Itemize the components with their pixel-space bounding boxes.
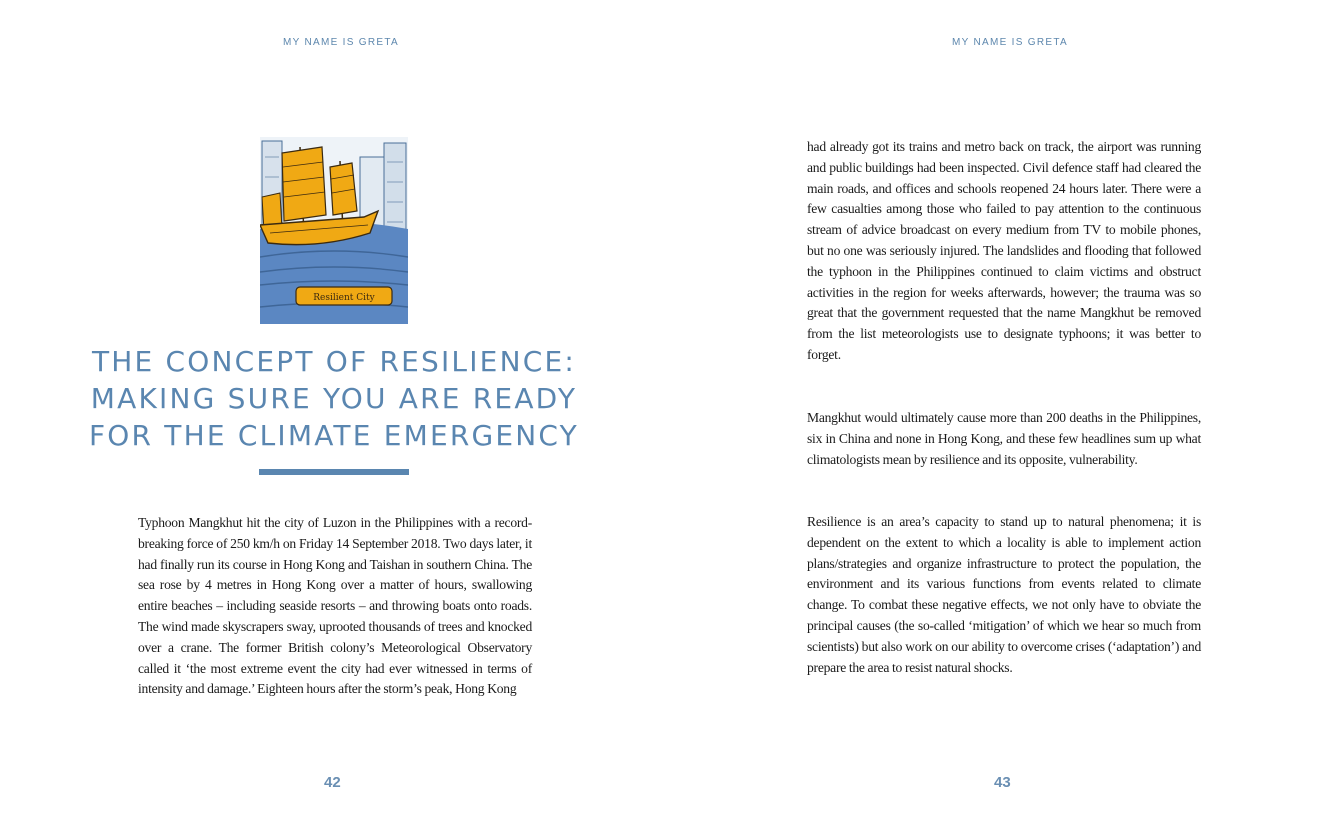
left-body-paragraph: Typhoon Mangkhut hit the city of Luzon in the Philippines with a record-breaking force of 250 km/h on Friday 14 September 2018. Two days later, it had finally run its course in Hong Kong and Taishan in southern China. The sea rose by 4 metres in Hong Kong over a matter of hours, swallowing entire beaches – including seaside resorts – and throwing boats onto roads. The wind made skyscrapers sway, uprooted thousands of trees and knocked over a crane. The former British colony’s Meteorological Observatory called it ‘the most extreme event the city had ever witnessed in terms of intensity and damage.’ Eighteen hours after the storm’s peak, Hong Kong [138,515,532,697]
left-page [0,0,669,827]
chapter-title: THE CONCEPT OF RESILIENCE: MAKING SURE YOU ARE READY FOR THE CLIMATE EMERGENCY [89,345,579,452]
running-head-left: MY NAME IS GRETA [283,37,399,48]
illustration-sign-text: Resilient City [313,293,375,303]
title-rule [259,469,409,475]
right-body-paragraph-3: Resilience is an area’s capacity to stand up to natural phenomena; it is dependent on the extent to which a locality is able to implement action plans/strategies and organize infrastructure to protect the population, the environment and its various functions from events related to climate change. To combat these negative effects, we not only have to obviate the principal causes (the so-called ‘mitigation’ of which we hear so much from scientists) but also work on our ability to overcome crises (‘adaptation’) and prepare the area to resist natural shocks. [807,514,1201,675]
right-body-paragraph-1: had already got its trains and metro back on track, the airport was running and public buildings had been inspected. Civil defence staff had cleared the main roads, and offices and schools reopened 24 hours later. There were a few casualties among those who failed to pay attention to the continuous stream of advice broadcast on every medium from TV to mobile phones, but no one was seriously injured. The landslides and flooding that followed the typhoon in the Philippines continued to claim victims and obstruct activities in the region for weeks afterwards, however; the trauma was so great that the government requested that the name Mangkhut be removed from the list meteorologists use to designate typhoons; it was better to forget. [807,139,1201,362]
right-body-paragraph-2: Mangkhut would ultimately cause more than 200 deaths in the Philippines, six in China and none in Hong Kong, and these few headlines sum up what climatologists mean by resilience and its opposite, vulnerability. [807,410,1201,467]
resilient-city-illustration [260,137,408,324]
right-page [670,0,1339,827]
running-head-right: MY NAME IS GRETA [952,37,1068,48]
page-number-left: 42 [324,774,341,791]
page-number-right: 43 [994,774,1011,791]
